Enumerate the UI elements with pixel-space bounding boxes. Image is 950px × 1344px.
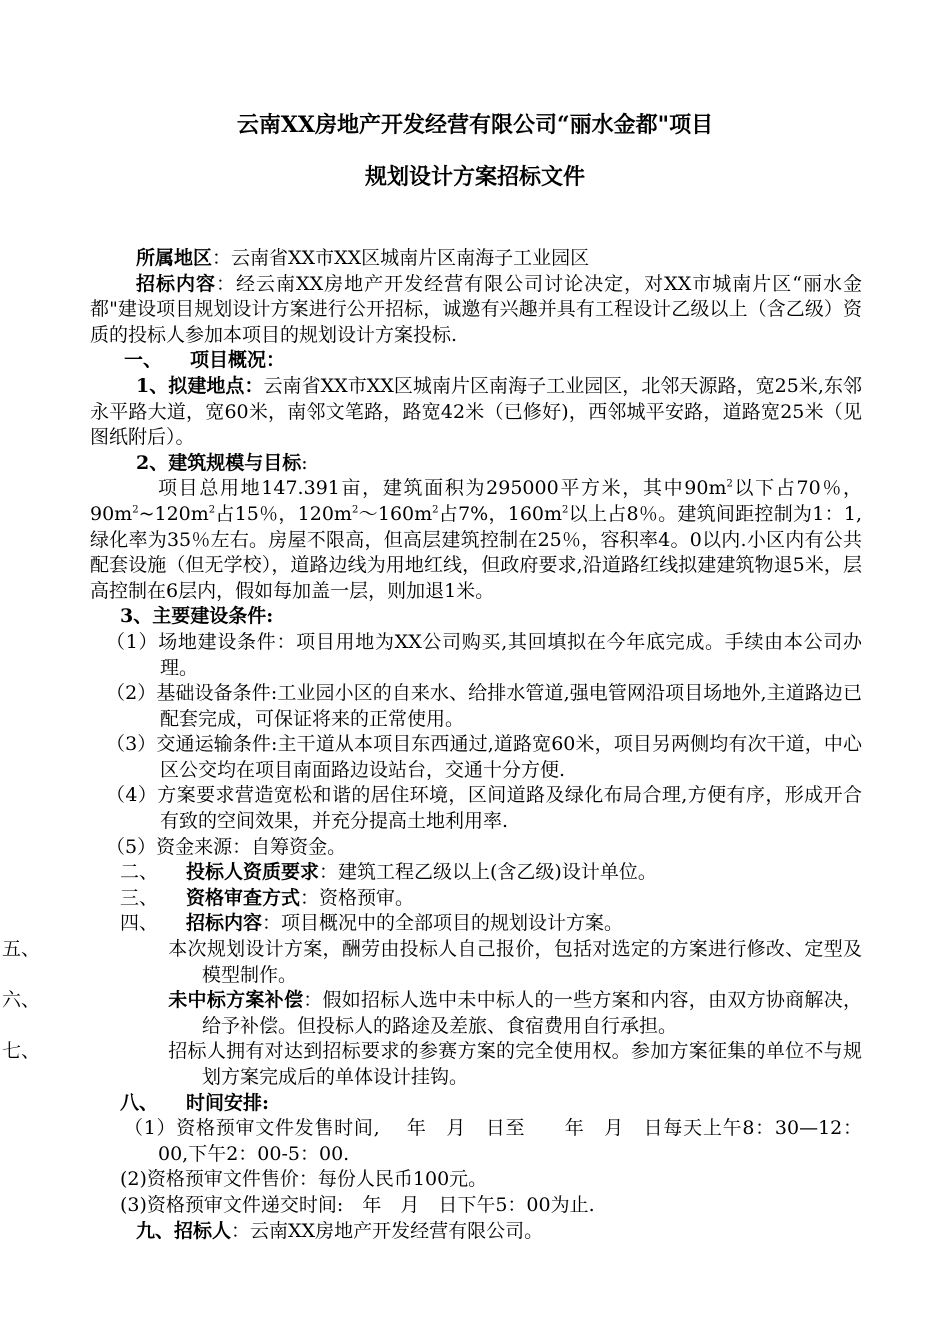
section-5: 五、 本次规划设计方案，酬劳由投标人自己报价，包括对选定的方案进行修改、定型及模型制作。 [2, 938, 862, 986]
scale-paragraph: 项目总用地147.391亩，建筑面积为295000平方米，其中$90m^2$以下占70％，$90m^2\sim 120m^2$占15％，$120m^2\sim 160m^2$占7%，$160m^2$以上占8％。建筑间距控制为1：1,绿化率为35％左右。房屋不限高，但高层建筑控制在25％，容积率4。0以内.小区内有公共配套设施（但无学校），道路边线为用地红线，但政府要求,沿道路红线拟建建筑物退5米，层高控制在6层内，假如每加盖一层，则加退1米。 [90, 477, 862, 602]
region-paragraph: 所属地区：云南省XX市XX区城南片区南海子工业园区 [136, 247, 590, 269]
schedule-item: （1）资格预审文件发售时间, 年 月 日至 年 月 日每天上午8：30—12：00,下午2：00-5：00. [124, 1117, 862, 1165]
condition-item: （1）场地建设条件：项目用地为XX公司购买,其回填拟在今年底完成。手续由本公司办理。 [106, 630, 862, 679]
content-paragraph: 招标内容：经云南XX房地产开发经营有限公司讨论决定，对XX市城南片区“丽水金都"建设项目规划设计方案进行公开招标，诚邀有兴趣并具有工程设计乙级以上（含乙级）资质的投标人参加本项目的规划设计方案投标. [90, 272, 862, 346]
section-7: 七、 招标人拥有对达到招标要求的参赛方案的完全使用权。参加方案征集的单位不与规划方案完成后的单体设计挂钩。 [2, 1040, 862, 1088]
section-8-heading: 八、 时间安排: [120, 1091, 270, 1114]
document-body [2, 246, 862, 1244]
document-title: 云南XX房地产开发经营有限公司“丽水金都"项目 [236, 112, 714, 138]
condition-item: （4）方案要求营造宽松和谐的居住环境，区间道路及绿化布局合理,方便有序，形成开合有致的空间效果，并充分提高土地利用率. [106, 784, 862, 833]
site-location-paragraph: 1、拟建地点：云南省XX市XX区城南片区南海子工业园区，北邻天源路，宽25米,东邻永平路大道，宽60米，南邻文笔路，路宽42米（已修好)，西邻城平安路，道路宽25米（见图纸附后）。 [90, 374, 862, 449]
section-3: 三、 资格审查方式：资格预审。 [120, 886, 415, 909]
condition-item: （2）基础设备条件:工业园小区的自来水、给排水管道,强电管网沿项目场地外,主道路边已配套完成，可保证将来的正常使用。 [106, 682, 862, 730]
conditions-heading: 3、主要建设条件: [120, 605, 274, 628]
scale-heading: 2、建筑规模与目标: [136, 451, 308, 474]
section-4: 四、 招标内容：项目概况中的全部项目的规划设计方案。 [120, 912, 624, 935]
section-6: 六、 未中标方案补偿：假如招标人选中未中标人的一些方案和内容，由双方协商解决，给予补偿。但投标人的路途及差旅、食宿费用自行承担。 [2, 989, 862, 1037]
condition-item: （5）资金来源：自筹资金。 [106, 835, 347, 858]
section-9: 九、招标人：云南XX房地产开发经营有限公司。 [136, 1219, 544, 1242]
condition-item: （3）交通运输条件:主干道从本项目东西通过,道路宽60米，项目另两侧均有次干道，中心区公交均在项目南面路边设站台，交通十分方便. [106, 733, 862, 781]
section-2: 二、 投标人资质要求：建筑工程乙级以上(含乙级)设计单位。 [120, 861, 657, 884]
schedule-item: (3)资格预审文件递交时间: 年 月 日下午5：00为止. [120, 1193, 595, 1216]
document-subtitle: 规划设计方案招标文件 [364, 164, 585, 190]
section-1-heading: 一、 项目概况： [124, 349, 286, 372]
schedule-item: (2)资格预审文件售价：每份人民币100元。 [120, 1168, 488, 1191]
